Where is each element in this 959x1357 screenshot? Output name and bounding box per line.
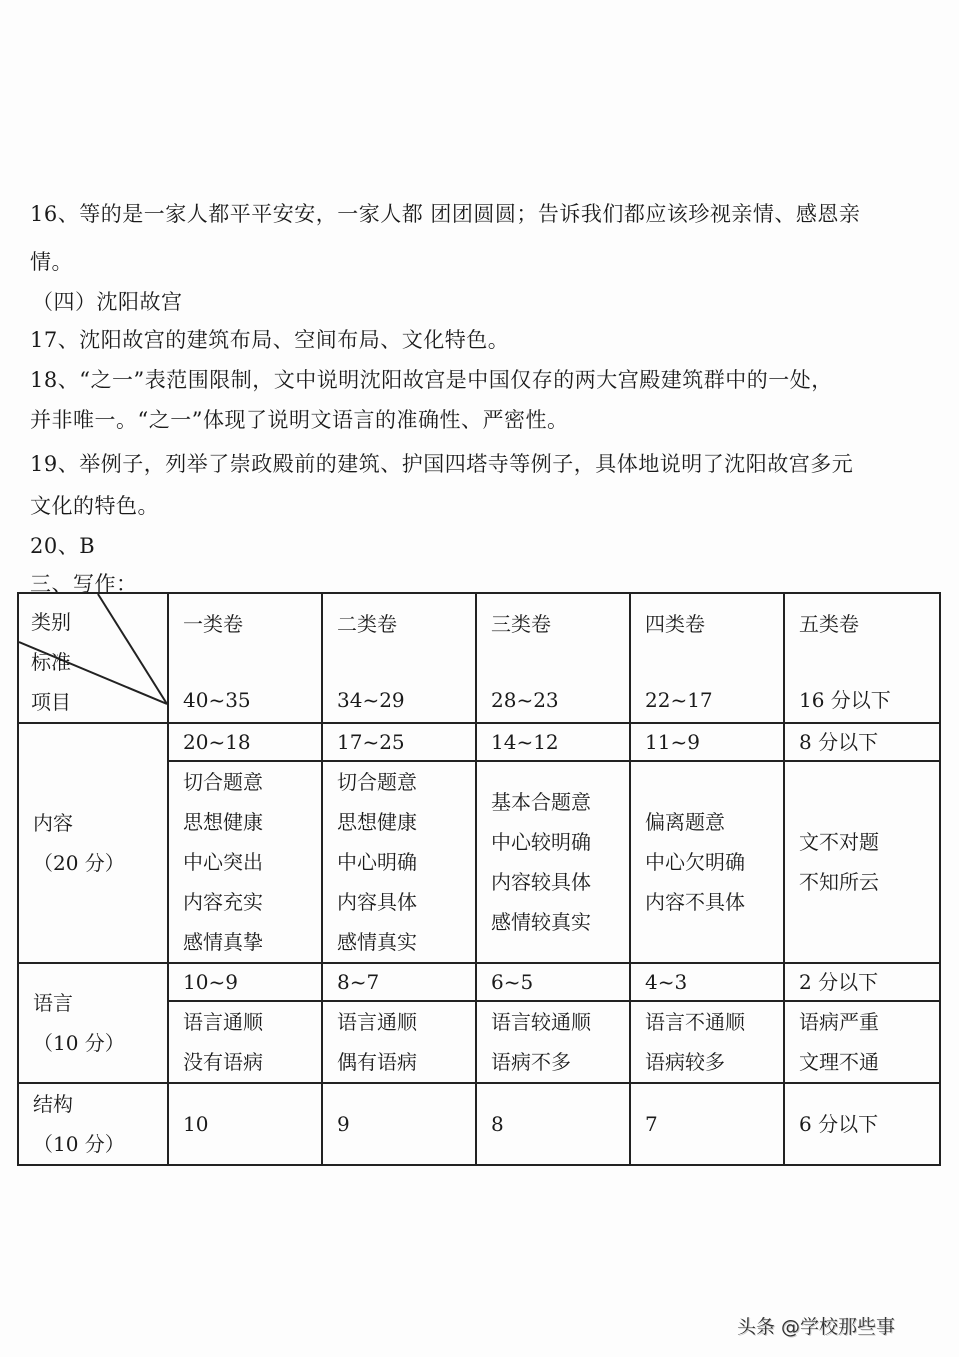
language-description (322, 1001, 476, 1083)
criterion-text: 偶有语病 (337, 1050, 417, 1074)
answer-20: 20、B (30, 534, 96, 558)
criterion-text: 内容充实 (183, 890, 263, 914)
content-score-row (18, 723, 940, 761)
language-score: 8~7 (322, 963, 476, 1001)
language-description (476, 1001, 630, 1083)
language-score: 6~5 (476, 963, 630, 1001)
language-description (168, 1001, 322, 1083)
criterion-text: 切合题意 (337, 770, 417, 794)
criterion-text: 内容不具体 (645, 890, 745, 914)
structure-score: 8 (476, 1083, 630, 1165)
grade-total-range: 16 分以下 (799, 688, 891, 712)
content-description (630, 761, 784, 963)
column-header-grade-5 (784, 593, 940, 723)
criterion-text: 语病较多 (645, 1050, 725, 1074)
language-score: 10~9 (168, 963, 322, 1001)
row-label-points: （20 分） (33, 851, 125, 875)
content-description (322, 761, 476, 963)
content-description (784, 761, 940, 963)
grade-category: 五类卷 (799, 612, 859, 636)
answer-19-line-1: 19、举例子，列举了崇政殿前的建筑、护国四塔寺等例子，具体地说明了沈阳故宫多元 (30, 452, 854, 476)
grade-total-range: 28~23 (491, 688, 559, 712)
language-score-row (18, 963, 940, 1001)
grade-category: 二类卷 (337, 612, 397, 636)
section-3-title: 三、写作： (30, 572, 138, 596)
grade-category: 一类卷 (183, 612, 243, 636)
criterion-text: 内容较具体 (491, 870, 591, 894)
diagonal-header-cell (18, 593, 168, 723)
criterion-text: 偏离题意 (645, 810, 725, 834)
criterion-text: 思想健康 (183, 810, 263, 834)
grade-total-range: 22~17 (645, 688, 713, 712)
criterion-text: 内容具体 (337, 890, 417, 914)
criterion-text: 中心突出 (183, 850, 263, 874)
writing-grading-table (17, 592, 941, 1166)
answer-18-line-1: 18、“之一”表范围限制，文中说明沈阳故宫是中国仅存的两大宫殿建筑群中的一处， (30, 368, 833, 392)
criterion-text: 中心明确 (337, 850, 417, 874)
criterion-text: 语病不多 (491, 1050, 571, 1074)
criterion-text: 中心较明确 (491, 830, 591, 854)
content-score: 11~9 (630, 723, 784, 761)
grade-category: 四类卷 (645, 612, 705, 636)
criterion-text: 感情真挚 (183, 930, 263, 954)
criterion-text: 中心欠明确 (645, 850, 745, 874)
structure-score: 10 (168, 1083, 322, 1165)
section-4-title: （四）沈阳故宫 (32, 290, 183, 314)
column-header-grade-2 (322, 593, 476, 723)
language-description (630, 1001, 784, 1083)
criterion-text: 语言较通顺 (491, 1010, 591, 1034)
column-header-grade-3 (476, 593, 630, 723)
column-header-grade-1 (168, 593, 322, 723)
language-score: 2 分以下 (784, 963, 940, 1001)
criterion-text: 不知所云 (799, 870, 879, 894)
criterion-text: 语言通顺 (337, 1010, 417, 1034)
table-header-row (18, 593, 940, 723)
corner-label-item: 项目 (31, 690, 71, 714)
grade-total-range: 34~29 (337, 688, 405, 712)
answer-16-line-1: 16、等的是一家人都平平安安，一家人都 团团圆圆；告诉我们都应该珍视亲情、感恩亲 (30, 202, 861, 226)
criterion-text: 文理不通 (799, 1050, 879, 1074)
column-header-grade-4 (630, 593, 784, 723)
language-description (784, 1001, 940, 1083)
row-label-points: （10 分） (33, 1031, 125, 1055)
criterion-text: 语言不通顺 (645, 1010, 745, 1034)
row-label-content (18, 723, 168, 963)
row-label-structure (18, 1083, 168, 1165)
criterion-text: 思想健康 (337, 810, 417, 834)
structure-row (18, 1083, 940, 1165)
criterion-text: 语病严重 (799, 1010, 879, 1034)
content-description (168, 761, 322, 963)
row-label-text: 内容 (33, 811, 73, 835)
structure-score: 9 (322, 1083, 476, 1165)
criterion-text: 基本合题意 (491, 790, 591, 814)
corner-label-standard: 标准 (31, 650, 71, 674)
criterion-text: 文不对题 (799, 830, 879, 854)
answer-19-line-2: 文化的特色。 (30, 494, 159, 518)
content-score: 20~18 (168, 723, 322, 761)
criterion-text: 语言通顺 (183, 1010, 263, 1034)
structure-score: 7 (630, 1083, 784, 1165)
structure-score: 6 分以下 (784, 1083, 940, 1165)
source-watermark: 头条 @学校那些事 (737, 1316, 896, 1338)
criterion-text: 切合题意 (183, 770, 263, 794)
content-score: 17~25 (322, 723, 476, 761)
answer-17: 17、沈阳故宫的建筑布局、空间布局、文化特色。 (30, 328, 510, 352)
criterion-text: 感情较真实 (491, 910, 591, 934)
criterion-text: 没有语病 (183, 1050, 263, 1074)
content-score: 14~12 (476, 723, 630, 761)
answer-16-line-2: 情。 (30, 250, 73, 274)
row-label-text: 语言 (33, 991, 73, 1015)
criterion-text: 感情真实 (337, 930, 417, 954)
content-score: 8 分以下 (784, 723, 940, 761)
language-score: 4~3 (630, 963, 784, 1001)
grade-category: 三类卷 (491, 612, 551, 636)
content-description (476, 761, 630, 963)
answer-18-line-2: 并非唯一。“之一”体现了说明文语言的准确性、严密性。 (30, 408, 569, 432)
row-label-text: 结构 (33, 1092, 73, 1116)
corner-label-category: 类别 (31, 610, 71, 634)
row-label-points: （10 分） (33, 1132, 125, 1156)
row-label-language (18, 963, 168, 1083)
grade-total-range: 40~35 (183, 688, 251, 712)
